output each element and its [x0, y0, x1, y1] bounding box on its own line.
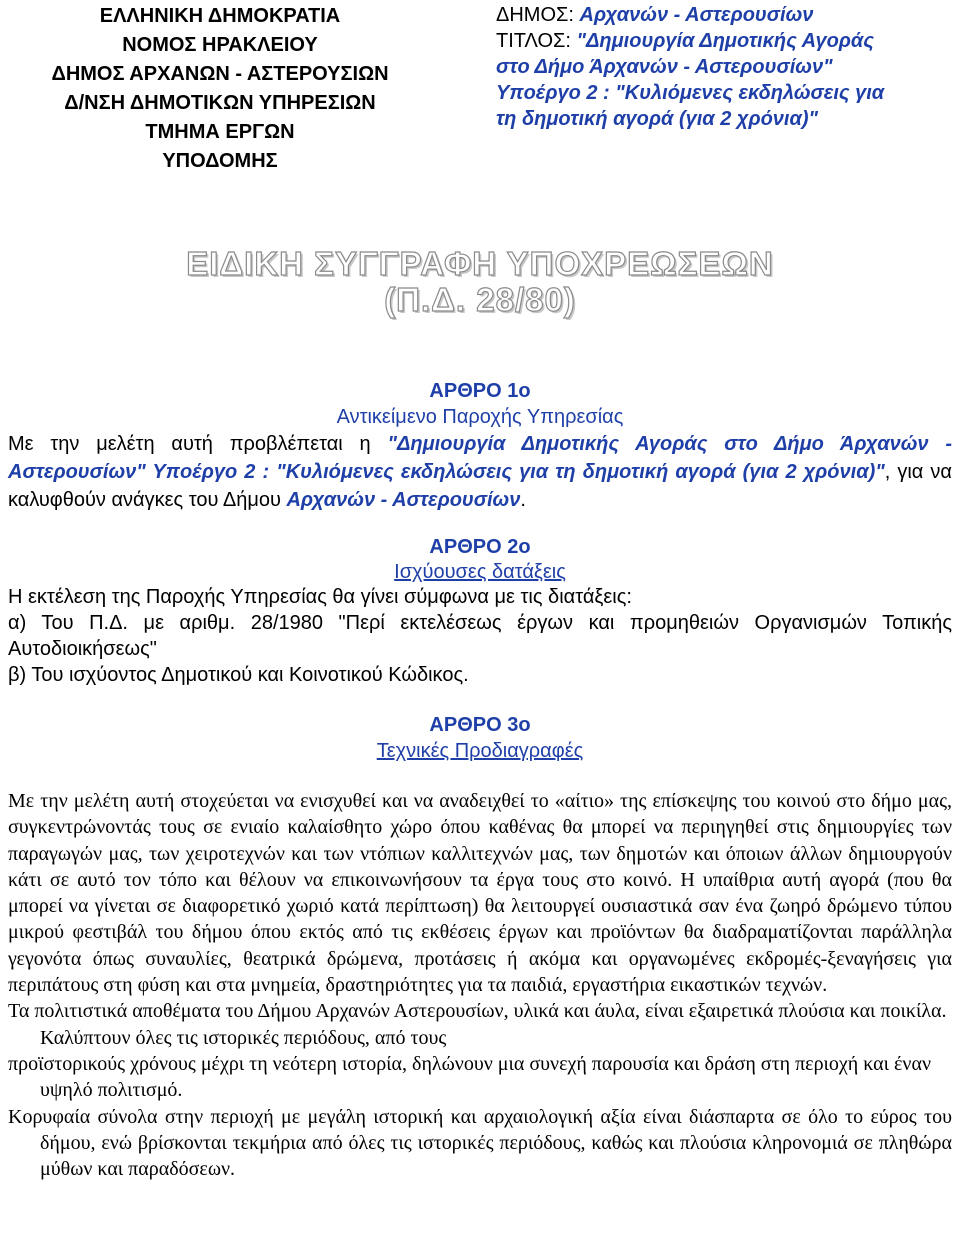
document-title-reference: (Π.Δ. 28/80): [384, 281, 576, 318]
article-2-body: [8, 584, 952, 688]
project-name: "Δημιουργία Δημοτικής Αγοράς στο Δήμο Άρχανών - Αστερουσίων" Υποέργο 2 : "Κυλιόμενες εκδηλώσεις για τη δημοτική αγορά (για 2 χρόνια)": [8, 433, 952, 483]
municipality-label: ΔΗΜΟΣ:: [496, 4, 580, 26]
document-title: ΕΙΔΙΚΗ ΣΥΓΓΡΑΦΗ ΥΠΟΧΡΕΩΣΕΩΝ: [186, 245, 774, 282]
article-1-heading: ΑΡΘΡΟ 1ο: [429, 380, 531, 402]
article-1-text: , για να καλυφθούν ανάγκες του Δήμου: [8, 461, 952, 511]
article-3-heading: ΑΡΘΡΟ 3ο: [429, 714, 531, 736]
authority-line: Δ/ΝΣΗ ΔΗΜΟΤΙΚΩΝ ΥΠΗΡΕΣΙΩΝ: [64, 92, 376, 114]
project-info-block: [496, 2, 956, 132]
article-1-text: .: [520, 489, 526, 511]
article-1-subtitle: Αντικείμενο Παροχής Υπηρεσίας: [336, 406, 624, 428]
title-value-part: Υποέργο 2 : "Κυλιόμενες εκδηλώσεις για: [496, 82, 885, 104]
municipality-line: [496, 2, 956, 28]
title-value-part: "Δημιουργία Δημοτικής Αγοράς: [576, 30, 874, 52]
title-value-part: τη δημοτική αγορά (για 2 χρόνια)": [496, 108, 819, 130]
title-value-part: στο Δήμο Άρχανών - Αστερουσίων": [496, 56, 833, 78]
authority-line: ΝΟΜΟΣ ΗΡΑΚΛΕΙΟΥ: [122, 34, 318, 56]
article-3-body: [8, 788, 952, 1182]
authority-line: ΔΗΜΟΣ ΑΡΧΑΝΩΝ - ΑΣΤΕΡΟΥΣΙΩΝ: [51, 63, 389, 85]
title-label: ΤΙΤΛΟΣ:: [496, 30, 577, 52]
authority-line: ΤΜΗΜΑ ΕΡΓΩΝ: [145, 121, 295, 143]
article-1-body: [8, 430, 952, 514]
article-1-text: Με την μελέτη αυτή προβλέπεται η: [8, 433, 388, 455]
municipality-name: Αρχανών - Αστερουσίων: [286, 489, 521, 511]
article-3-paragraph: Με την μελέτη αυτή στοχεύεται να ενισχυθεί και να αναδειχθεί το «αίτιο» της επίσκεψης του κοινού στο δήμο μας, συγκεντρώνοντάς τους σε ενιαίο καλαίσθητο χώρο όπου καθένας θα μπορεί να περιηγηθεί στις δημιουργίες των παραγωγών μας, των χειροτεχνών και των ντόπιων καλλιτεχνών μας, των δημοτών και όποιων άλλων δημιουργούν κάτι σε αυτό τον τόπο και θέλουν να επικοινωνήσουν τα έργα τους στο κοινό. Η υπαίθρια αυτή αγορά (που θα μπορεί να γίνεται σε διαφορετικό χωριό κατά περίπτωση) θα λειτουργεί ουσιαστικά σαν ένα ζωηρό δρώμενο τύπου μικρού φεστιβάλ του δήμου όπου εκτός από τις εκθέσεις έργων και προϊόντων θα διαδραματίζονται παράλληλα γεγονότα όπως συναυλίες, θεατρικά δρώμενα, προτάσεις ή ακόμα και οργανωμένες εκδρομές-ξεναγήσεις για περιπάτους στη φύση και στα μνημεία, δραστηριότητες για τα παιδιά, εργαστήρια εικαστικών τεχνών.: [8, 790, 952, 997]
authority-line: ΕΛΛΗΝΙΚΗ ΔΗΜΟΚΡΑΤΙΑ: [99, 5, 341, 27]
article-3-paragraph: προϊστορικούς χρόνους μέχρι τη νεότερη ιστορία, δηλώνουν μια συνεχή παρουσία και δράση στη περιοχή και έναν υψηλό πολιτισμό.: [8, 1052, 931, 1102]
article-2-heading: ΑΡΘΡΟ 2ο: [429, 536, 531, 558]
article-3-subtitle: Τεχνικές Προδιαγραφές: [376, 740, 584, 762]
article-2-subtitle: Ισχύουσες δατάξεις: [394, 561, 566, 583]
article-2-item-b: β) Του ισχύοντος Δημοτικού και Κοινοτικού Κώδικος.: [8, 664, 469, 686]
article-3-paragraph: Τα πολιτιστικά αποθέματα του Δήμου Αρχανών Αστερουσίων, υλικά και άυλα, είναι εξαιρετικά πλούσια και ποικίλα. Καλύπτουν όλες τις ιστορικές περιόδους, από τους: [8, 1000, 947, 1049]
article-2-item-a: α) Του Π.Δ. με αριθμ. 28/1980 "Περί εκτελέσεως έργων και προμηθειών Οργανισμών Τοπικής Αυτοδιοικήσεως": [8, 612, 952, 660]
municipality-value: Αρχανών - Αστερουσίων: [579, 4, 814, 26]
article-2-intro: Η εκτέλεση της Παροχής Υπηρεσίας θα γίνει σύμφωνα με τις διατάξεις:: [8, 586, 632, 608]
issuing-authority-block: [40, 2, 400, 176]
article-3-paragraph: Κορυφαία σύνολα στην περιοχή με μεγάλη ιστορική και αρχαιολογική αξία είναι διάσπαρτα σε όλο το εύρος του δήμου, ενώ βρίσκονται τεκμήρια από όλες τις ιστορικές περιόδους, καθώς και πλούσια κληρονομιά σε πληθώρα μύθων και παραδόσεων.: [8, 1105, 952, 1181]
authority-line: ΥΠΟΔΟΜΗΣ: [162, 150, 278, 172]
title-line: [496, 28, 956, 54]
